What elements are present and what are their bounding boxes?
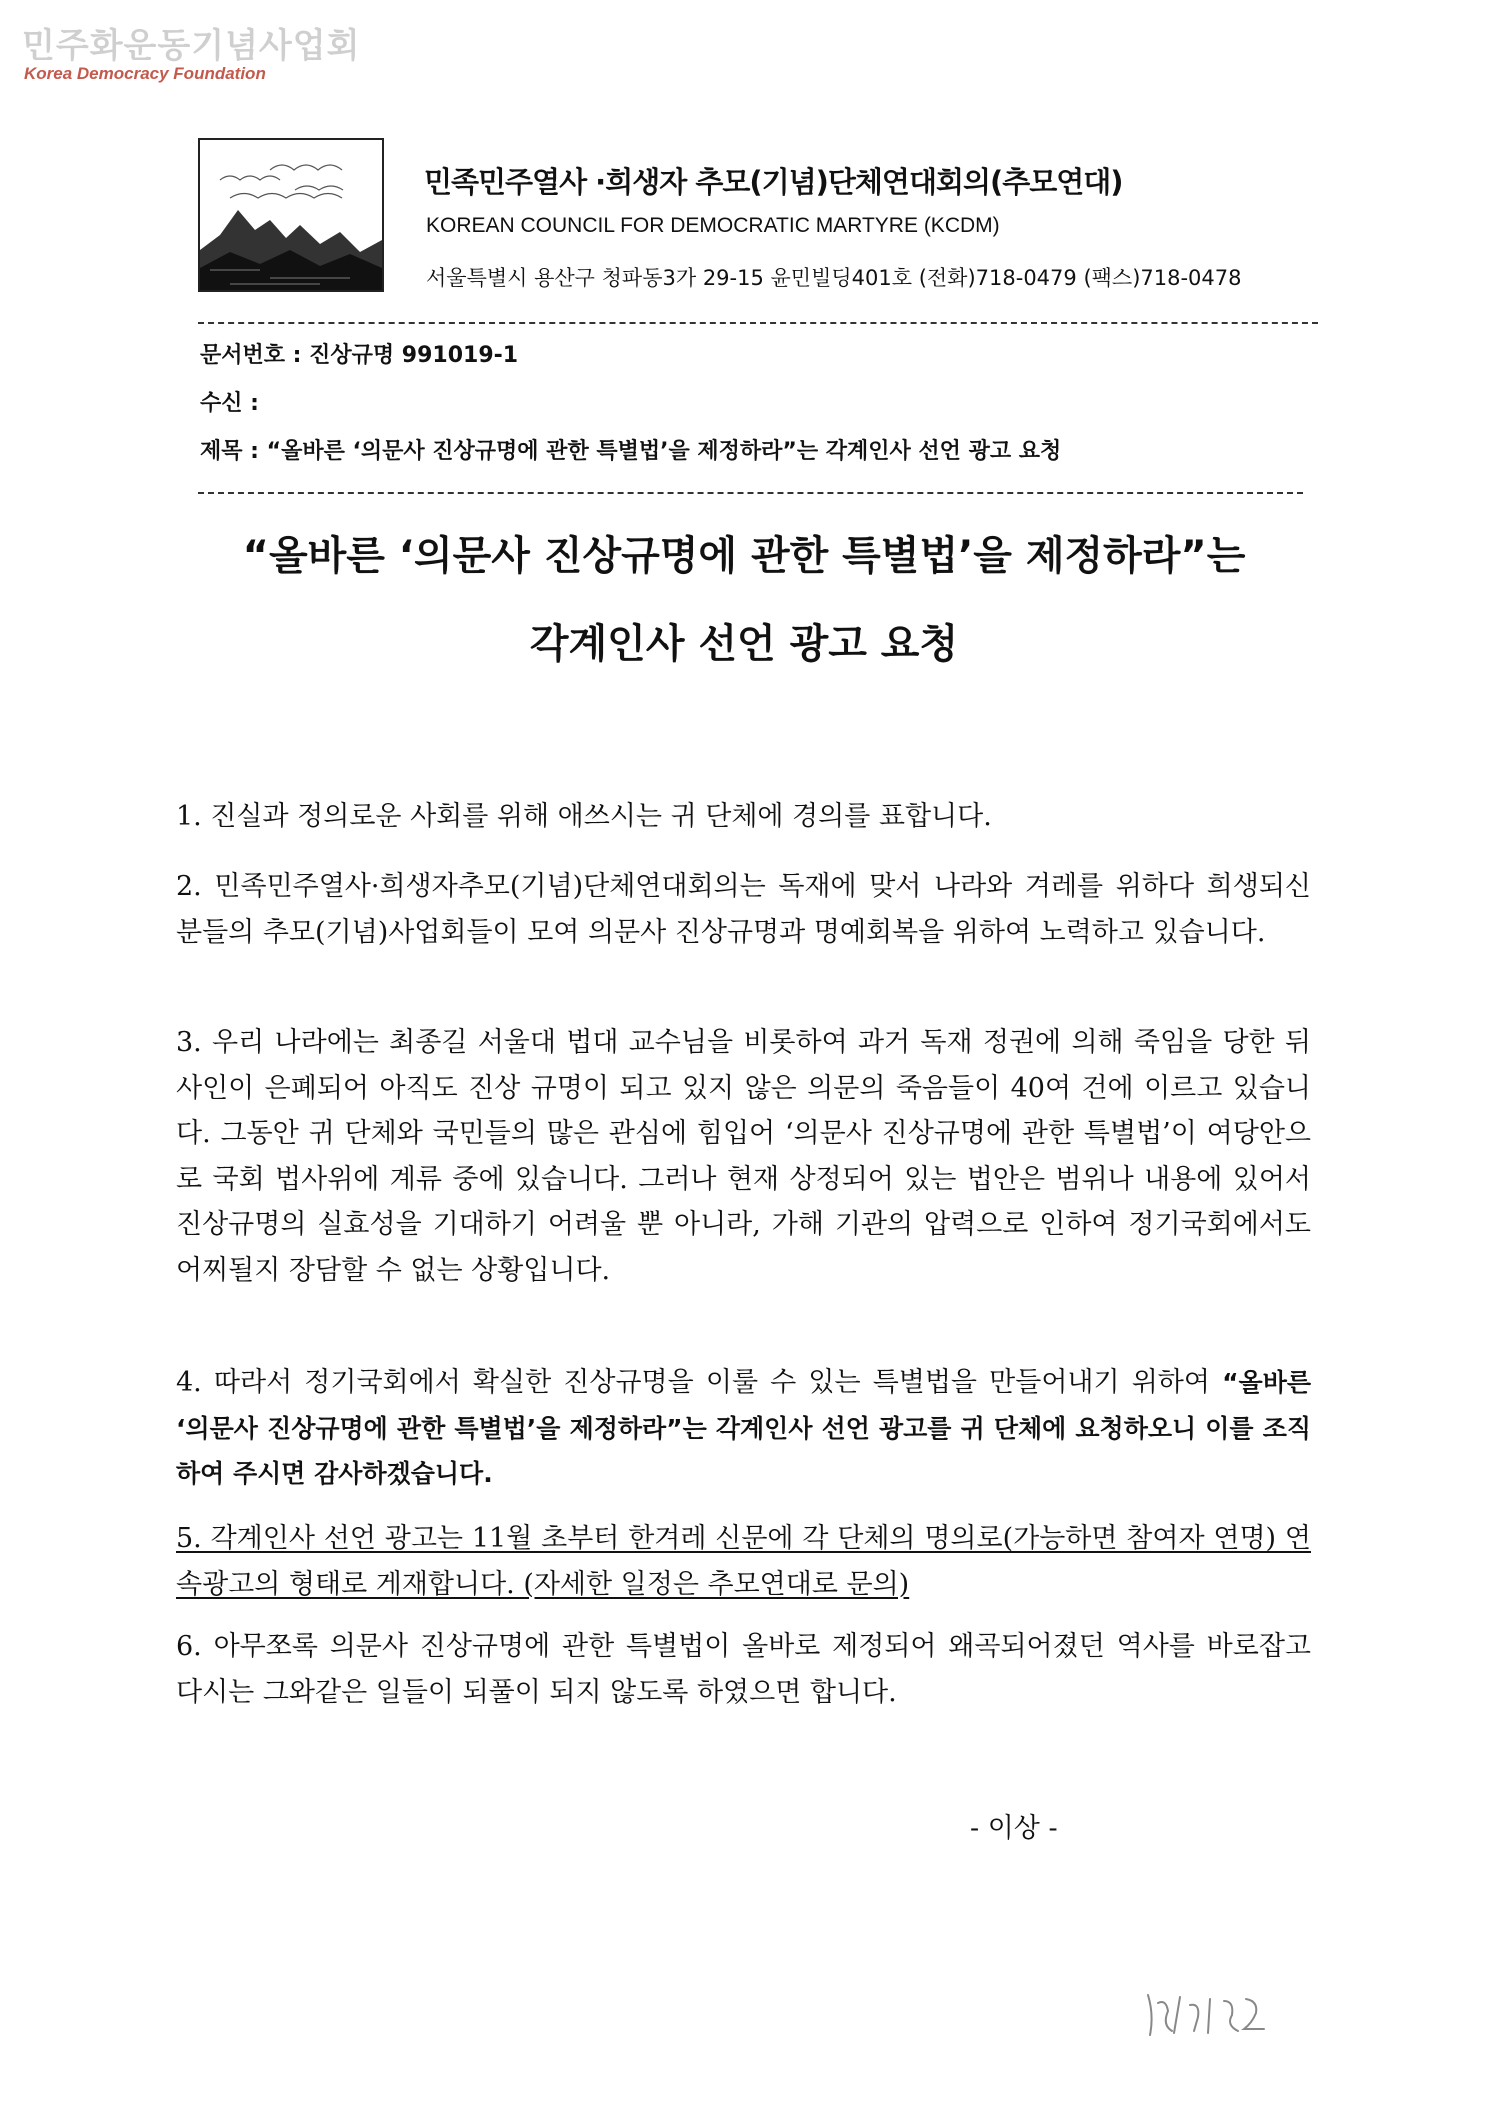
title-line-2: 각계인사 선언 광고 요청 [529,621,959,667]
mountain-landscape-logo-icon [198,138,384,292]
paragraph-3: 3. 우리 나라에는 최종길 서울대 법대 교수님을 비롯하여 과거 독재 정권에 의해 죽임을 당한 뒤 사인이 은폐되어 아직도 진상 규명이 되고 있지 않은 의문의 죽음들이 40여 건에 이르고 있습니다. 그동안 귀 단체와 국민들의 많은 관심에 힘입어 ‘의문사 진상규명에 관한 특별법’이 여당안으로 국회 법사위에 계류 중에 있습니다. 그러나 현재 상정되어 있는 법안은 범위나 내용에 있어서 진상규명의 실효성을 기대하기 어려울 뿐 아니라, 가해 기관의 압력으로 인하여 정기국회에서도 어찌될지 장담할 수 없는 상황입니다. [176,1027,1311,1286]
subject-divider [198,492,1303,494]
paragraph-6: 6. 아무쪼록 의문사 진상규명에 관한 특별법이 올바로 제정되어 왜곡되어졌던 역사를 바로잡고 다시는 그와같은 일들이 되풀이 되지 않도록 하였으면 합니다. [176,1631,1311,1708]
subject: 제목 : “올바른 ‘의문사 진상규명에 관한 특별법’을 제정하라”는 각계인사 선언 광고 요청 [200,439,1062,464]
document-number: 문서번호 : 진상규명 991019-1 [200,343,519,368]
org-name-english: KOREAN COUNCIL FOR DEMOCRATIC MARTYRE (KCDM) [426,214,1000,237]
org-name-korean: 민족민주열사 ·희생자 추모(기념)단체연대회의(추모연대) [424,165,1123,199]
paragraph-1: 1. 진실과 정의로운 사회를 위해 애쓰시는 귀 단체에 경의를 표합니다. [176,801,992,832]
title-line-1: “올바른 ‘의문사 진상규명에 관한 특별법’을 제정하라”는 [242,533,1246,579]
watermark-korean: 민주화운동기념사업회 [22,26,361,66]
handwritten-number-icon [1140,1985,1280,2045]
paragraph-5: 5. 각계인사 선언 광고는 11월 초부터 한겨레 신문에 각 단체의 명의로(가능하면 참여자 연명) 연속광고의 형태로 게재합니다. (자세한 일정은 추모연대로 문의) [176,1523,1311,1600]
recipient: 수신 : [200,391,259,416]
letterhead-divider [198,322,1318,324]
paragraph-4 [176,1360,1311,1497]
closing-mark: - 이상 - [970,1813,1058,1844]
watermark-english: Korea Democracy Foundation [24,64,266,83]
org-address: 서울특별시 용산구 청파동3가 29-15 윤민빌딩401호 (전화)718-0479 (팩스)718-0478 [426,266,1242,290]
paragraph-4-text: 4. 따라서 정기국회에서 확실한 진상규명을 이룰 수 있는 특별법을 만들어내기 위하여 [176,1367,1223,1398]
paragraph-2: 2. 민족민주열사·희생자추모(기념)단체연대회의는 독재에 맞서 나라와 겨레를 위하다 희생되신 분들의 추모(기념)사업회들이 모여 의문사 진상규명과 명예회복을 위하여 노력하고 있습니다. [176,871,1311,948]
paragraph-4-emphasis: “올바른 ‘의문사 진상규명에 관한 특별법’을 제정하라”는 각계인사 선언 광고를 귀 단체에 요청하오니 이를 조직하여 주시면 감사하겠습니다. [176,1368,1311,1488]
